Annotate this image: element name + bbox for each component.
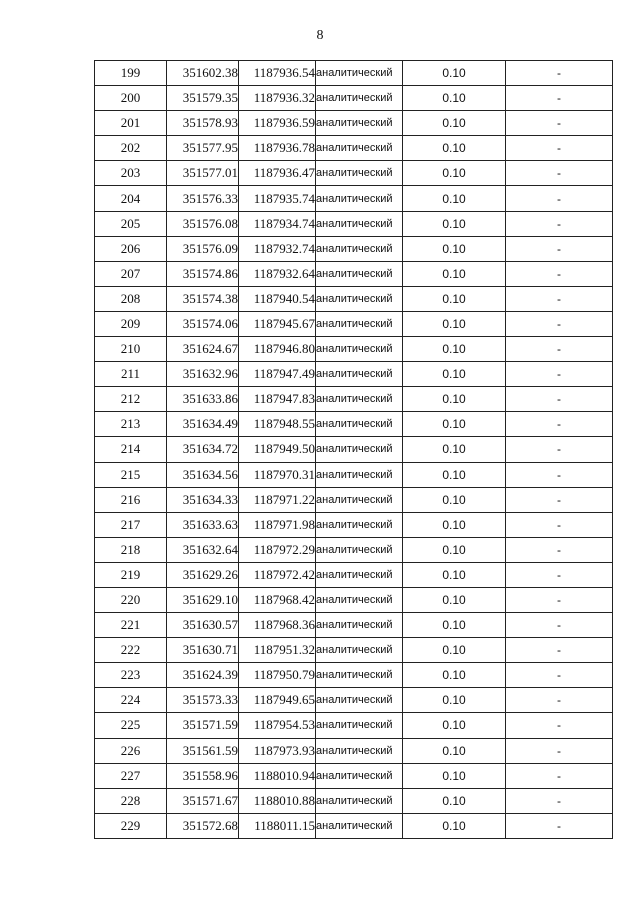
accuracy-cell: 0.10 bbox=[403, 462, 506, 487]
table-row bbox=[95, 261, 613, 286]
point-number-cell: 210 bbox=[95, 337, 167, 362]
x-coordinate-cell: 351630.57 bbox=[167, 613, 239, 638]
y-coordinate-cell: 1187946.80 bbox=[239, 337, 316, 362]
description-cell: - bbox=[506, 61, 613, 86]
y-coordinate-cell: 1187972.42 bbox=[239, 562, 316, 587]
point-number-cell: 216 bbox=[95, 487, 167, 512]
accuracy-cell: 0.10 bbox=[403, 61, 506, 86]
table-row bbox=[95, 688, 613, 713]
x-coordinate-cell: 351558.96 bbox=[167, 763, 239, 788]
accuracy-cell: 0.10 bbox=[403, 487, 506, 512]
x-coordinate-cell: 351624.39 bbox=[167, 663, 239, 688]
description-cell: - bbox=[506, 236, 613, 261]
method-cell: аналитический bbox=[316, 286, 403, 311]
x-coordinate-cell: 351576.33 bbox=[167, 186, 239, 211]
x-coordinate-cell: 351634.33 bbox=[167, 487, 239, 512]
accuracy-cell: 0.10 bbox=[403, 562, 506, 587]
description-cell: - bbox=[506, 638, 613, 663]
y-coordinate-cell: 1187968.36 bbox=[239, 613, 316, 638]
method-cell: аналитический bbox=[316, 763, 403, 788]
method-cell: аналитический bbox=[316, 788, 403, 813]
point-number-cell: 209 bbox=[95, 311, 167, 336]
accuracy-cell: 0.10 bbox=[403, 738, 506, 763]
y-coordinate-cell: 1187950.79 bbox=[239, 663, 316, 688]
y-coordinate-cell: 1187948.55 bbox=[239, 412, 316, 437]
description-cell: - bbox=[506, 186, 613, 211]
accuracy-cell: 0.10 bbox=[403, 161, 506, 186]
method-cell: аналитический bbox=[316, 337, 403, 362]
description-cell: - bbox=[506, 813, 613, 838]
point-number-cell: 226 bbox=[95, 738, 167, 763]
point-number-cell: 224 bbox=[95, 688, 167, 713]
table-row bbox=[95, 537, 613, 562]
accuracy-cell: 0.10 bbox=[403, 286, 506, 311]
accuracy-cell: 0.10 bbox=[403, 186, 506, 211]
table-row bbox=[95, 713, 613, 738]
table-row bbox=[95, 613, 613, 638]
description-cell: - bbox=[506, 136, 613, 161]
y-coordinate-cell: 1187947.83 bbox=[239, 387, 316, 412]
table-row bbox=[95, 638, 613, 663]
method-cell: аналитический bbox=[316, 412, 403, 437]
x-coordinate-cell: 351577.95 bbox=[167, 136, 239, 161]
method-cell: аналитический bbox=[316, 136, 403, 161]
table-row bbox=[95, 562, 613, 587]
description-cell: - bbox=[506, 738, 613, 763]
y-coordinate-cell: 1187932.74 bbox=[239, 236, 316, 261]
x-coordinate-cell: 351561.59 bbox=[167, 738, 239, 763]
method-cell: аналитический bbox=[316, 713, 403, 738]
x-coordinate-cell: 351571.67 bbox=[167, 788, 239, 813]
point-number-cell: 199 bbox=[95, 61, 167, 86]
x-coordinate-cell: 351629.10 bbox=[167, 587, 239, 612]
method-cell: аналитический bbox=[316, 738, 403, 763]
y-coordinate-cell: 1187949.50 bbox=[239, 437, 316, 462]
y-coordinate-cell: 1188010.88 bbox=[239, 788, 316, 813]
accuracy-cell: 0.10 bbox=[403, 387, 506, 412]
description-cell: - bbox=[506, 337, 613, 362]
x-coordinate-cell: 351576.08 bbox=[167, 211, 239, 236]
point-number-cell: 221 bbox=[95, 613, 167, 638]
point-number-cell: 220 bbox=[95, 587, 167, 612]
description-cell: - bbox=[506, 713, 613, 738]
y-coordinate-cell: 1187934.74 bbox=[239, 211, 316, 236]
x-coordinate-cell: 351624.67 bbox=[167, 337, 239, 362]
table-row bbox=[95, 186, 613, 211]
description-cell: - bbox=[506, 537, 613, 562]
x-coordinate-cell: 351634.56 bbox=[167, 462, 239, 487]
y-coordinate-cell: 1187935.74 bbox=[239, 186, 316, 211]
method-cell: аналитический bbox=[316, 362, 403, 387]
method-cell: аналитический bbox=[316, 261, 403, 286]
y-coordinate-cell: 1187972.29 bbox=[239, 537, 316, 562]
accuracy-cell: 0.10 bbox=[403, 587, 506, 612]
y-coordinate-cell: 1188010.94 bbox=[239, 763, 316, 788]
accuracy-cell: 0.10 bbox=[403, 638, 506, 663]
method-cell: аналитический bbox=[316, 211, 403, 236]
y-coordinate-cell: 1187949.65 bbox=[239, 688, 316, 713]
accuracy-cell: 0.10 bbox=[403, 111, 506, 136]
accuracy-cell: 0.10 bbox=[403, 537, 506, 562]
x-coordinate-cell: 351577.01 bbox=[167, 161, 239, 186]
description-cell: - bbox=[506, 412, 613, 437]
method-cell: аналитический bbox=[316, 562, 403, 587]
description-cell: - bbox=[506, 437, 613, 462]
point-number-cell: 206 bbox=[95, 236, 167, 261]
description-cell: - bbox=[506, 311, 613, 336]
x-coordinate-cell: 351632.96 bbox=[167, 362, 239, 387]
description-cell: - bbox=[506, 587, 613, 612]
description-cell: - bbox=[506, 111, 613, 136]
y-coordinate-cell: 1187936.47 bbox=[239, 161, 316, 186]
accuracy-cell: 0.10 bbox=[403, 337, 506, 362]
accuracy-cell: 0.10 bbox=[403, 813, 506, 838]
y-coordinate-cell: 1188011.15 bbox=[239, 813, 316, 838]
point-number-cell: 222 bbox=[95, 638, 167, 663]
method-cell: аналитический bbox=[316, 487, 403, 512]
y-coordinate-cell: 1187940.54 bbox=[239, 286, 316, 311]
table-row bbox=[95, 286, 613, 311]
description-cell: - bbox=[506, 788, 613, 813]
y-coordinate-cell: 1187936.54 bbox=[239, 61, 316, 86]
accuracy-cell: 0.10 bbox=[403, 236, 506, 261]
x-coordinate-cell: 351571.59 bbox=[167, 713, 239, 738]
description-cell: - bbox=[506, 688, 613, 713]
x-coordinate-cell: 351572.68 bbox=[167, 813, 239, 838]
description-cell: - bbox=[506, 286, 613, 311]
table-row bbox=[95, 587, 613, 612]
coordinates-table bbox=[94, 60, 613, 839]
y-coordinate-cell: 1187954.53 bbox=[239, 713, 316, 738]
description-cell: - bbox=[506, 663, 613, 688]
method-cell: аналитический bbox=[316, 387, 403, 412]
y-coordinate-cell: 1187936.32 bbox=[239, 86, 316, 111]
table-row bbox=[95, 337, 613, 362]
accuracy-cell: 0.10 bbox=[403, 763, 506, 788]
method-cell: аналитический bbox=[316, 236, 403, 261]
y-coordinate-cell: 1187936.59 bbox=[239, 111, 316, 136]
table-row bbox=[95, 161, 613, 186]
table-row bbox=[95, 136, 613, 161]
x-coordinate-cell: 351630.71 bbox=[167, 638, 239, 663]
y-coordinate-cell: 1187951.32 bbox=[239, 638, 316, 663]
description-cell: - bbox=[506, 261, 613, 286]
point-number-cell: 211 bbox=[95, 362, 167, 387]
table-row bbox=[95, 236, 613, 261]
x-coordinate-cell: 351573.33 bbox=[167, 688, 239, 713]
y-coordinate-cell: 1187971.22 bbox=[239, 487, 316, 512]
method-cell: аналитический bbox=[316, 638, 403, 663]
table-row bbox=[95, 61, 613, 86]
table-row bbox=[95, 437, 613, 462]
x-coordinate-cell: 351574.06 bbox=[167, 311, 239, 336]
accuracy-cell: 0.10 bbox=[403, 512, 506, 537]
y-coordinate-cell: 1187936.78 bbox=[239, 136, 316, 161]
method-cell: аналитический bbox=[316, 161, 403, 186]
table-row bbox=[95, 487, 613, 512]
description-cell: - bbox=[506, 387, 613, 412]
table-row bbox=[95, 86, 613, 111]
point-number-cell: 229 bbox=[95, 813, 167, 838]
description-cell: - bbox=[506, 161, 613, 186]
point-number-cell: 228 bbox=[95, 788, 167, 813]
y-coordinate-cell: 1187932.64 bbox=[239, 261, 316, 286]
point-number-cell: 202 bbox=[95, 136, 167, 161]
description-cell: - bbox=[506, 562, 613, 587]
table-row bbox=[95, 311, 613, 336]
point-number-cell: 212 bbox=[95, 387, 167, 412]
method-cell: аналитический bbox=[316, 311, 403, 336]
accuracy-cell: 0.10 bbox=[403, 362, 506, 387]
x-coordinate-cell: 351579.35 bbox=[167, 86, 239, 111]
description-cell: - bbox=[506, 487, 613, 512]
point-number-cell: 205 bbox=[95, 211, 167, 236]
method-cell: аналитический bbox=[316, 86, 403, 111]
point-number-cell: 208 bbox=[95, 286, 167, 311]
x-coordinate-cell: 351633.86 bbox=[167, 387, 239, 412]
table-row bbox=[95, 211, 613, 236]
x-coordinate-cell: 351633.63 bbox=[167, 512, 239, 537]
x-coordinate-cell: 351574.38 bbox=[167, 286, 239, 311]
x-coordinate-cell: 351578.93 bbox=[167, 111, 239, 136]
method-cell: аналитический bbox=[316, 587, 403, 612]
y-coordinate-cell: 1187971.98 bbox=[239, 512, 316, 537]
method-cell: аналитический bbox=[316, 111, 403, 136]
accuracy-cell: 0.10 bbox=[403, 311, 506, 336]
x-coordinate-cell: 351634.49 bbox=[167, 412, 239, 437]
method-cell: аналитический bbox=[316, 512, 403, 537]
table-row bbox=[95, 512, 613, 537]
accuracy-cell: 0.10 bbox=[403, 713, 506, 738]
accuracy-cell: 0.10 bbox=[403, 437, 506, 462]
table-body bbox=[95, 61, 613, 839]
table-row bbox=[95, 663, 613, 688]
accuracy-cell: 0.10 bbox=[403, 86, 506, 111]
table-row bbox=[95, 387, 613, 412]
page-number: 8 bbox=[316, 28, 324, 43]
x-coordinate-cell: 351632.64 bbox=[167, 537, 239, 562]
method-cell: аналитический bbox=[316, 537, 403, 562]
x-coordinate-cell: 351634.72 bbox=[167, 437, 239, 462]
table-row bbox=[95, 111, 613, 136]
accuracy-cell: 0.10 bbox=[403, 211, 506, 236]
method-cell: аналитический bbox=[316, 813, 403, 838]
y-coordinate-cell: 1187947.49 bbox=[239, 362, 316, 387]
method-cell: аналитический bbox=[316, 462, 403, 487]
point-number-cell: 201 bbox=[95, 111, 167, 136]
y-coordinate-cell: 1187970.31 bbox=[239, 462, 316, 487]
point-number-cell: 225 bbox=[95, 713, 167, 738]
description-cell: - bbox=[506, 613, 613, 638]
point-number-cell: 223 bbox=[95, 663, 167, 688]
method-cell: аналитический bbox=[316, 61, 403, 86]
description-cell: - bbox=[506, 362, 613, 387]
method-cell: аналитический bbox=[316, 613, 403, 638]
description-cell: - bbox=[506, 211, 613, 236]
point-number-cell: 217 bbox=[95, 512, 167, 537]
point-number-cell: 213 bbox=[95, 412, 167, 437]
method-cell: аналитический bbox=[316, 437, 403, 462]
method-cell: аналитический bbox=[316, 663, 403, 688]
method-cell: аналитический bbox=[316, 688, 403, 713]
accuracy-cell: 0.10 bbox=[403, 613, 506, 638]
accuracy-cell: 0.10 bbox=[403, 412, 506, 437]
table-row bbox=[95, 462, 613, 487]
point-number-cell: 219 bbox=[95, 562, 167, 587]
description-cell: - bbox=[506, 86, 613, 111]
description-cell: - bbox=[506, 512, 613, 537]
method-cell: аналитический bbox=[316, 186, 403, 211]
accuracy-cell: 0.10 bbox=[403, 663, 506, 688]
x-coordinate-cell: 351629.26 bbox=[167, 562, 239, 587]
accuracy-cell: 0.10 bbox=[403, 688, 506, 713]
y-coordinate-cell: 1187973.93 bbox=[239, 738, 316, 763]
description-cell: - bbox=[506, 763, 613, 788]
y-coordinate-cell: 1187968.42 bbox=[239, 587, 316, 612]
y-coordinate-cell: 1187945.67 bbox=[239, 311, 316, 336]
accuracy-cell: 0.10 bbox=[403, 136, 506, 161]
table-row bbox=[95, 788, 613, 813]
point-number-cell: 207 bbox=[95, 261, 167, 286]
point-number-cell: 203 bbox=[95, 161, 167, 186]
point-number-cell: 214 bbox=[95, 437, 167, 462]
x-coordinate-cell: 351576.09 bbox=[167, 236, 239, 261]
point-number-cell: 200 bbox=[95, 86, 167, 111]
x-coordinate-cell: 351574.86 bbox=[167, 261, 239, 286]
point-number-cell: 215 bbox=[95, 462, 167, 487]
table-row bbox=[95, 738, 613, 763]
table-row bbox=[95, 763, 613, 788]
x-coordinate-cell: 351602.38 bbox=[167, 61, 239, 86]
accuracy-cell: 0.10 bbox=[403, 261, 506, 286]
table-row bbox=[95, 362, 613, 387]
point-number-cell: 218 bbox=[95, 537, 167, 562]
point-number-cell: 204 bbox=[95, 186, 167, 211]
point-number-cell: 227 bbox=[95, 763, 167, 788]
description-cell: - bbox=[506, 462, 613, 487]
accuracy-cell: 0.10 bbox=[403, 788, 506, 813]
table-row bbox=[95, 412, 613, 437]
table-row bbox=[95, 813, 613, 838]
